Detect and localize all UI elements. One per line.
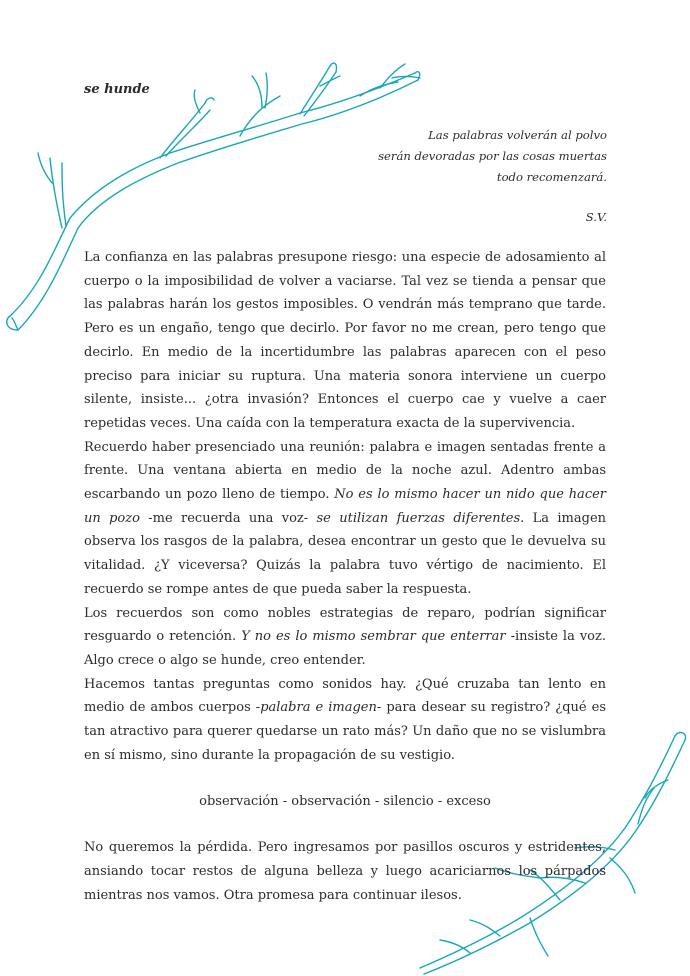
text-run-italic: Y no es lo mismo sembrar que enterrar xyxy=(241,629,506,645)
text-run: Hacemos tantas preguntas como sonidos hay. ¿Qué cruzaba tan lento en medio de ambos cuerpos - xyxy=(84,676,606,716)
page-title: se hunde xyxy=(84,82,150,97)
text-run: -me recuerda una voz- xyxy=(139,510,317,526)
text-run: Recuerdo haber presenciado una reunión: palabra e imagen sentadas frente a frente. Una ventana abierta en medio de la noche azul. Adentro ambas escarbando un pozo lleno de tiempo. xyxy=(84,439,606,503)
epigraph xyxy=(378,125,607,228)
text-run-italic: palabra e imagen xyxy=(260,700,377,716)
paragraph: No queremos la pérdida. Pero ingresamos por pasillos oscuros y estridentes, ansiando tocar restos de alguna belleza y luego acariciarnos los párpados mientras nos vamos. Otra promesa para continuar ilesos. xyxy=(84,840,606,903)
body-text xyxy=(84,246,606,907)
text-run-italic: se utilizan fuerzas diferentes. xyxy=(316,510,525,526)
epigraph-line: Las palabras volverán al polvo xyxy=(428,128,607,142)
text-run: - para desear su registro? ¿qué es tan atractivo para querer quedarse un rato más? Un daño que no se vislumbra en sí mismo, sino durante la propagación de su vestigio. xyxy=(84,700,606,763)
text-run: La imagen observa los rasgos de la palabra, desea encontrar un gesto que le devuelva su vitalidad. ¿Y viceversa? Quizás la palabra tuvo vértigo de nacimiento. El recuerdo se rompe antes de que pueda saber la respuesta. xyxy=(84,510,607,597)
paragraph xyxy=(84,602,606,673)
text-run: Los recuerdos son como nobles estrategias de reparo, podrían significar resguardo o retención. xyxy=(84,605,606,645)
paragraph xyxy=(84,436,606,602)
text-run: -insiste la voz. Algo crece o algo se hunde, creo entender. xyxy=(84,629,606,668)
paragraph: La confianza en las palabras presupone riesgo: una especie de adosamiento al cuerpo o la imposibilidad de volver a vaciarse. Tal vez se tienda a pensar que las palabras harán los gestos imposibles. O vendrán más temprano que tarde. Pero es un engaño, tengo que decirlo. Por favor no me crean, pero tengo que decirlo. En medio de la incertidumbre las palabras aparecen con el peso preciso para iniciar su ruptura. Una materia sonora interviene un cuerpo silente, insiste... ¿otra invasión? Entonces el cuerpo cae y vuelve a caer repetidas veces. Una caída con la temperatura exacta de la supervivencia. xyxy=(84,250,606,431)
paragraph xyxy=(84,673,606,768)
text-run-italic: No es lo mismo hacer un nido que hacer un pozo xyxy=(84,487,607,526)
epigraph-line: todo recomenzará. xyxy=(496,170,607,184)
epigraph-line: serán devoradas por las cosas muertas xyxy=(378,149,607,163)
epigraph-signature: S.V. xyxy=(585,210,607,224)
center-line: observación - observación - silencio - exceso xyxy=(199,794,491,810)
